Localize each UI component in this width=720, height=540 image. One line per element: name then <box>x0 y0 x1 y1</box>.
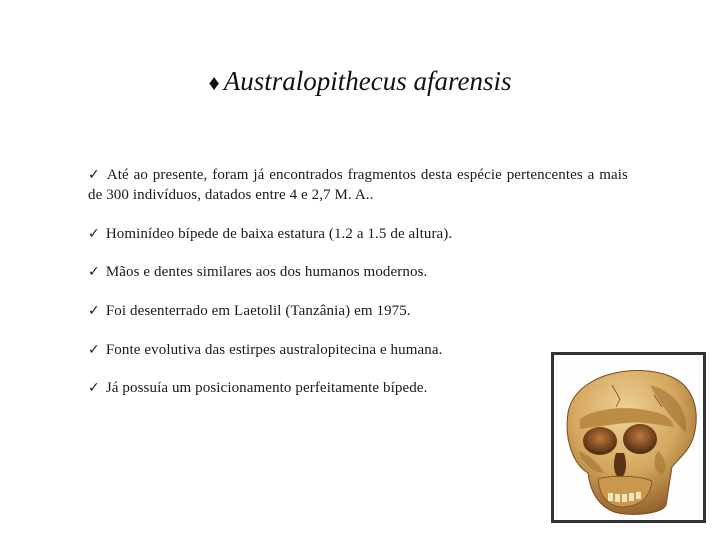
bullet-text: Hominídeo bípede de baixa estatura (1.2 a 1.5 de altura). <box>105 226 453 242</box>
bullet-text: Mãos e dentes similares aos dos humanos modernos. <box>105 264 428 280</box>
checkmark-icon: ✓ <box>88 303 100 319</box>
bullet-text: Já possuía um posicionamento perfeitamente bípede. <box>105 380 428 396</box>
checkmark-icon: ✓ <box>88 167 101 183</box>
bullet-item <box>88 224 628 244</box>
bullet-item <box>88 262 628 282</box>
bullet-text: Até ao presente, foram já encontrados fragmentos desta espécie pertencentes a mais de 300 indivíduos, datados entre 4 e 2,7 M. A.. <box>88 167 628 203</box>
bullet-item <box>88 165 628 205</box>
slide-title-text: Australopithecus afarensis <box>223 66 512 96</box>
bullet-item <box>88 340 628 360</box>
checkmark-icon: ✓ <box>88 342 100 358</box>
diamond-icon: ♦ <box>208 70 220 95</box>
bullet-text: Fonte evolutiva das estirpes australopitecina e humana. <box>105 342 443 358</box>
bullet-item <box>88 301 628 321</box>
skull-photo <box>551 352 706 523</box>
bullet-text: Foi desenterrado em Laetolil (Tanzânia) em 1975. <box>105 303 411 319</box>
checkmark-icon: ✓ <box>88 264 100 280</box>
skull-illustration <box>554 355 703 520</box>
checkmark-icon: ✓ <box>88 380 100 396</box>
checkmark-icon: ✓ <box>88 226 100 242</box>
bullet-item <box>88 378 628 398</box>
slide-title <box>0 66 720 97</box>
